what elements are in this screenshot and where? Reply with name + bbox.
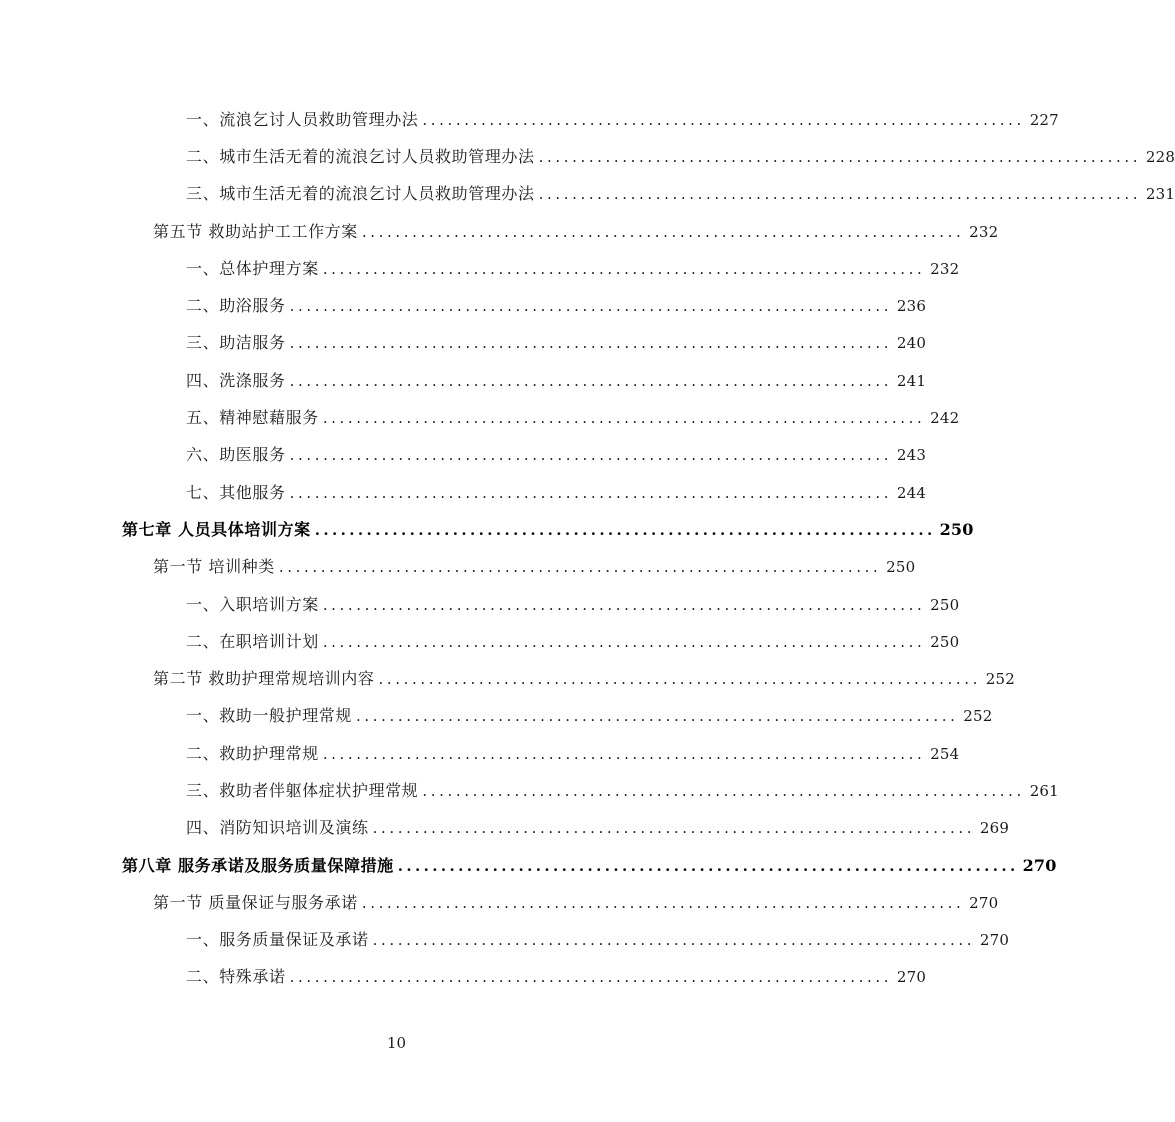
dot-leader: ........................................................................ [322,595,926,614]
toc-entry[interactable] [0,735,960,772]
table-of-contents [0,101,1175,996]
dot-leader: ........................................................................ [314,520,936,539]
toc-entry[interactable] [0,437,927,474]
toc-entry-title: 二、救助护理常规 [186,743,319,763]
dot-leader: ........................................................................ [322,409,926,428]
dot-leader: ........................................................................ [361,222,965,241]
dot-leader: ........................................................................ [289,334,893,353]
toc-entry-page: 231 [1145,185,1175,204]
toc-entry-page: 250 [886,558,916,577]
toc-entry-title: 第一节 质量保证与服务承诺 [153,892,358,912]
dot-leader: ........................................................................ [322,744,926,763]
dot-leader: ........................................................................ [289,968,893,987]
toc-entry[interactable] [0,287,927,324]
toc-entry[interactable] [0,399,960,436]
toc-entry-title: 六、助医服务 [186,445,286,465]
toc-entry-page: 240 [896,334,927,353]
toc-entry[interactable] [0,660,1016,697]
toc-entry[interactable] [0,884,999,921]
toc-entry[interactable] [0,213,999,250]
dot-leader: ........................................................................ [289,371,893,390]
dot-leader: ........................................................................ [397,856,1019,875]
dot-leader: ........................................................................ [361,893,965,912]
toc-entry[interactable] [0,772,1059,809]
toc-entry-page: 250 [930,595,960,614]
dot-leader: ........................................................................ [322,632,926,651]
toc-entry-title: 第二节 救助护理常规培训内容 [153,669,375,689]
toc-entry-page: 261 [1029,781,1059,800]
toc-entry-title: 一、救助一般护理常规 [186,706,353,726]
toc-entry-title: 第八章 服务承诺及服务质量保障措施 [122,855,394,875]
toc-entry-title: 第五节 救助站护工工作方案 [153,221,358,241]
dot-leader: ........................................................................ [538,147,1142,166]
toc-entry-page: 252 [963,707,993,726]
toc-entry[interactable] [0,250,960,287]
dot-leader: ........................................................................ [289,483,893,502]
toc-entry-title: 二、特殊承诺 [186,967,286,987]
toc-entry-page: 242 [930,409,960,428]
toc-entry-title: 第七章 人员具体培训方案 [122,519,311,539]
toc-entry-title: 一、流浪乞讨人员救助管理办法 [186,109,419,129]
dot-leader: ........................................................................ [278,558,882,577]
dot-leader: ........................................................................ [538,185,1142,204]
toc-entry-page: 236 [896,297,927,316]
toc-entry-title: 四、消防知识培训及演练 [186,818,369,838]
toc-entry-title: 三、城市生活无着的流浪乞讨人员救助管理办法 [186,184,535,204]
toc-entry[interactable] [0,362,927,399]
dot-leader: ........................................................................ [422,781,1025,800]
toc-entry-page: 254 [930,744,960,763]
dot-leader: ........................................................................ [322,259,926,278]
toc-entry-title: 五、精神慰藉服务 [186,408,319,428]
toc-entry-title: 七、其他服务 [186,482,286,502]
dot-leader: ........................................................................ [372,931,976,950]
toc-entry-title: 一、总体护理方案 [186,258,319,278]
toc-entry-page: 243 [896,446,927,465]
toc-entry-page: 228 [1145,147,1175,166]
toc-entry-title: 四、洗涤服务 [186,370,286,390]
page-number: 10 [386,1034,407,1052]
toc-chapter-entry[interactable] [0,511,974,548]
toc-entry[interactable] [0,474,927,511]
toc-entry-title: 第一节 培训种类 [153,557,275,577]
toc-entry-title: 二、在职培训计划 [186,631,319,651]
toc-entry-title: 二、助浴服务 [186,296,286,316]
toc-chapter-entry[interactable] [0,847,1057,884]
toc-entry-title: 三、救助者伴躯体症状护理常规 [186,780,419,800]
toc-entry-title: 二、城市生活无着的流浪乞讨人员救助管理办法 [186,146,535,166]
toc-entry-page: 270 [1022,855,1057,875]
toc-entry[interactable] [0,101,1059,138]
toc-entry[interactable] [0,586,960,623]
toc-entry[interactable] [0,623,960,660]
toc-entry-page: 227 [1029,110,1059,129]
toc-entry-page: 270 [896,968,927,987]
toc-entry-title: 一、入职培训方案 [186,594,319,614]
toc-entry-page: 250 [939,519,974,539]
toc-entry-page: 269 [979,819,1010,838]
dot-leader: ........................................................................ [422,110,1025,129]
toc-entry-page: 241 [896,371,927,390]
toc-entry[interactable] [0,549,916,586]
toc-entry[interactable] [0,698,993,735]
toc-entry[interactable] [0,325,927,362]
dot-leader: ........................................................................ [356,707,959,726]
toc-entry[interactable] [0,922,1010,959]
toc-entry[interactable] [0,810,1010,847]
toc-entry-page: 232 [930,259,960,278]
toc-entry[interactable] [0,176,1175,213]
toc-entry-page: 232 [969,222,999,241]
toc-entry-page: 250 [930,632,960,651]
toc-entry-page: 252 [985,670,1016,689]
toc-entry-title: 三、助洁服务 [186,333,286,353]
dot-leader: ........................................................................ [378,670,982,689]
toc-entry-page: 270 [979,931,1010,950]
toc-entry-page: 244 [896,483,927,502]
dot-leader: ........................................................................ [289,446,893,465]
toc-entry[interactable] [0,959,927,996]
toc-entry-page: 270 [969,893,999,912]
dot-leader: ........................................................................ [372,819,976,838]
toc-entry[interactable] [0,138,1175,175]
dot-leader: ........................................................................ [289,297,893,316]
toc-entry-title: 一、服务质量保证及承诺 [186,930,369,950]
